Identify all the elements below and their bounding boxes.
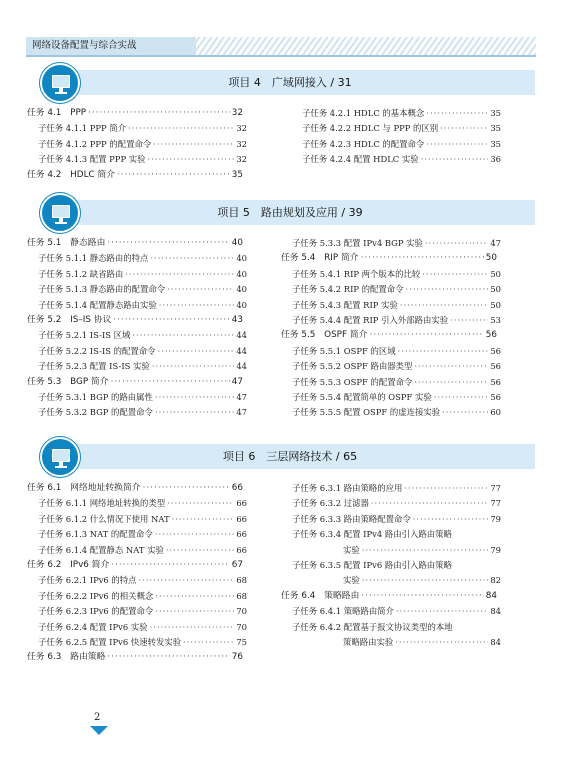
dot-leader — [398, 344, 489, 359]
toc-entry-label: 任务 5.4 RIP 简介 — [281, 253, 359, 264]
toc-entry-page: 56 — [490, 376, 501, 387]
toc-subtask-entry[interactable] — [281, 543, 501, 558]
toc-entry-label: 子任务 6.4.1 策略路由简介 — [292, 606, 395, 617]
dot-leader — [113, 313, 229, 328]
toc-entry-label: 子任务 5.5.4 配置简单的 OSPF 实验 — [292, 391, 432, 402]
toc-entry-page: 47 — [236, 391, 247, 402]
toc-entry-label: 子任务 6.3.1 路由策略的应用 — [292, 483, 403, 493]
toc-entry-label: 子任务 5.2.3 配置 IS-IS 实验 — [38, 361, 150, 372]
monitor-icon — [40, 437, 80, 477]
toc-subtask-entry[interactable] — [27, 405, 247, 420]
toc-entry-page: 68 — [236, 575, 247, 586]
toc-entry-page: 84 — [490, 606, 501, 617]
toc-entry-page: 84 — [485, 590, 497, 601]
toc-entry-label: 子任务 6.2.4 配置 IPv6 实验 — [38, 621, 148, 632]
dot-leader — [396, 604, 488, 619]
toc-entry-label: 子任务 5.5.5 配置 OSPF 的虚连接实验 — [292, 407, 441, 418]
toc-subtask-entry[interactable] — [27, 543, 247, 558]
page-marker-triangle-icon — [90, 726, 108, 735]
dot-leader — [143, 481, 230, 496]
toc-entry-label: 任务 6.4 策略路由 — [281, 590, 360, 601]
toc-entry-label: 子任务 5.2.1 IS-IS 区域 — [38, 330, 131, 341]
toc-entry-page: 47 — [490, 238, 501, 248]
toc-subtask-entry[interactable] — [281, 405, 501, 420]
dot-leader — [158, 344, 235, 359]
dot-leader — [155, 527, 235, 542]
toc-entry-label: 任务 4.2 HDLC 简介 — [27, 169, 115, 180]
toc-subtask-entry[interactable] — [281, 236, 501, 251]
toc-entry-label: 子任务 6.2.2 IPv6 的相关概念 — [38, 590, 154, 601]
toc-entry-page: 35 — [490, 108, 501, 118]
dot-leader — [413, 512, 489, 527]
project-5-right-column — [281, 236, 501, 421]
toc-subtask-entry[interactable] — [291, 137, 501, 152]
project-6-banner — [45, 444, 535, 469]
toc-entry-label: 实验 — [343, 544, 360, 555]
toc-entry-page: 32 — [236, 154, 247, 165]
project-5-left-column — [27, 236, 247, 421]
toc-entry-page: 56 — [490, 391, 501, 402]
toc-entry-label: 任务 4.1 PPP — [27, 108, 87, 118]
toc-subtask-entry[interactable] — [27, 620, 247, 635]
toc-entry-page: 60 — [490, 407, 501, 418]
toc-subtask-entry[interactable] — [27, 121, 247, 136]
toc-entry-page: 44 — [236, 345, 247, 356]
toc-subtask-entry[interactable] — [281, 481, 501, 496]
dot-leader — [128, 121, 234, 136]
toc-entry-label: 子任务 5.1.3 静态路由的配置命令 — [38, 284, 166, 295]
toc-subtask-entry[interactable] — [291, 106, 501, 121]
toc-task-entry[interactable] — [27, 375, 247, 390]
toc-entry-page: 79 — [490, 544, 501, 555]
toc-entry-label: 子任务 5.1.2 缺省路由 — [38, 268, 124, 279]
toc-entry-label: 任务 5.2 IS–IS 协议 — [27, 314, 112, 325]
toc-entry-label: 子任务 5.4.1 RIP 两个版本的比较 — [292, 268, 421, 279]
toc-entry-label: 实验 — [343, 575, 360, 586]
toc-entry-page: 40 — [236, 253, 247, 264]
toc-entry-page: 84 — [490, 636, 501, 647]
toc-entry-page: 66 — [236, 529, 247, 540]
toc-entry-label: 子任务 5.5.3 OSPF 的配置命令 — [292, 376, 413, 387]
monitor-icon — [40, 63, 80, 103]
toc-entry-label: 子任务 6.3.2 过滤器 — [292, 498, 369, 509]
dot-leader — [450, 313, 488, 328]
dot-leader — [440, 121, 488, 136]
dot-leader — [442, 405, 488, 420]
toc-subtask-entry[interactable] — [291, 152, 501, 167]
toc-entry-page: 56 — [485, 330, 497, 341]
toc-entry-page: 53 — [490, 314, 501, 325]
dot-leader — [404, 481, 488, 496]
project-5-title: 项目 5 路由规划及应用 / 39 — [217, 206, 363, 219]
dot-leader — [152, 359, 235, 374]
toc-entry-page: 66 — [236, 544, 247, 555]
toc-entry-label: 子任务 4.2.1 HDLC 的基本概念 — [302, 108, 425, 118]
toc-entry-label: 任务 6.1 网络地址转换简介 — [27, 483, 141, 493]
dot-leader — [362, 543, 489, 558]
toc-entry-label: 子任务 6.2.5 配置 IPv6 快速转发实验 — [38, 636, 182, 647]
toc-entry-label: 子任务 5.4.2 RIP 的配置命令 — [292, 284, 404, 295]
toc-task-entry[interactable] — [27, 236, 247, 251]
toc-entry-page: 50 — [485, 253, 497, 264]
toc-entry-label: 子任务 6.1.4 配置静态 NAT 实验 — [38, 544, 164, 555]
dot-leader — [107, 650, 229, 665]
page-number: 2 — [94, 712, 101, 723]
toc-entry-label: 子任务 5.4.3 配置 RIP 实验 — [292, 299, 398, 310]
toc-entry-label: 子任务 6.2.1 IPv6 的特点 — [38, 575, 137, 586]
dot-leader — [111, 558, 230, 573]
toc-subtask-entry[interactable] — [27, 573, 247, 588]
toc-entry-page: 56 — [490, 361, 501, 372]
toc-entry-page: 75 — [236, 636, 247, 647]
toc-subtask-entry[interactable] — [281, 573, 501, 588]
toc-entry-page: 82 — [490, 575, 501, 586]
toc-entry-page: 77 — [490, 498, 501, 509]
toc-entry-page: 50 — [490, 284, 501, 295]
toc-entry-label: 子任务 5.4.4 配置 RIP 引入外部路由实验 — [292, 314, 449, 325]
toc-entry-label: 任务 5.1 静态路由 — [27, 238, 106, 248]
toc-entry-page: 32 — [236, 123, 247, 134]
toc-entry-label: 子任务 4.1.3 配置 PPP 实验 — [38, 154, 146, 165]
toc-entry-label: 子任务 6.3.5 配置 IPv6 路由引入路由策略 — [292, 559, 452, 570]
dot-leader — [107, 236, 229, 251]
toc-task-entry[interactable] — [27, 313, 247, 328]
toc-subtask-entry[interactable] — [27, 512, 247, 527]
toc-entry-label: 子任务 4.2.3 HDLC 的配置命令 — [302, 138, 425, 149]
toc-task-entry[interactable] — [27, 168, 247, 183]
toc-entry-label: 子任务 5.5.2 OSPF 路由器类型 — [292, 361, 413, 372]
toc-entry-page: 40 — [236, 268, 247, 279]
toc-entry-label: 子任务 6.1.2 什么情况下使用 NAT — [38, 513, 170, 524]
toc-task-entry[interactable] — [281, 328, 501, 343]
toc-subtask-entry[interactable] — [27, 390, 247, 405]
toc-entry-label: 子任务 5.5.1 OSPF 的区域 — [292, 345, 396, 356]
project-4-banner — [45, 70, 535, 95]
toc-entry-label: 任务 5.3 BGP 简介 — [27, 376, 109, 387]
toc-subtask-entry[interactable] — [281, 620, 501, 635]
dot-leader — [414, 375, 488, 390]
dot-leader — [369, 328, 483, 343]
toc-entry-label: 任务 6.2 IPv6 简介 — [27, 559, 110, 570]
running-header-title: 网络设备配置与综合实战 — [32, 40, 137, 51]
toc-entry-page: 56 — [490, 345, 501, 356]
toc-entry-page: 50 — [490, 299, 501, 310]
toc-entry-page: 68 — [236, 590, 247, 601]
toc-entry-page: 32 — [231, 108, 243, 118]
toc-task-entry[interactable] — [281, 589, 501, 604]
dot-leader — [425, 236, 488, 251]
toc-task-entry[interactable] — [27, 558, 247, 573]
toc-subtask-entry[interactable] — [27, 604, 247, 619]
dot-leader — [150, 620, 235, 635]
toc-entry-page: 70 — [236, 606, 247, 617]
dot-leader — [88, 106, 230, 121]
dot-leader — [139, 573, 235, 588]
toc-subtask-entry[interactable] — [27, 589, 247, 604]
toc-entry-page: 66 — [231, 483, 243, 493]
dot-leader — [422, 267, 488, 282]
dot-leader — [406, 282, 489, 297]
toc-subtask-entry[interactable] — [281, 496, 501, 511]
project-4-left-column — [27, 106, 247, 183]
toc-subtask-entry[interactable] — [281, 359, 501, 374]
toc-task-entry[interactable] — [281, 251, 501, 266]
toc-entry-page: 44 — [236, 361, 247, 372]
toc-entry-page: 77 — [490, 483, 501, 493]
dot-leader — [421, 152, 489, 167]
toc-subtask-entry[interactable] — [281, 390, 501, 405]
toc-entry-label: 子任务 6.4.2 配置基于报文协议类型的本地 — [292, 621, 453, 632]
toc-subtask-entry[interactable] — [281, 527, 501, 542]
toc-entry-page: 40 — [231, 238, 243, 248]
toc-entry-page: 35 — [490, 138, 501, 149]
running-header-rule — [26, 55, 536, 57]
toc-entry-page: 66 — [236, 513, 247, 524]
toc-entry-page: 35 — [490, 123, 501, 134]
project-5-banner — [45, 200, 535, 225]
dot-leader — [167, 282, 234, 297]
toc-entry-page: 70 — [236, 621, 247, 632]
toc-task-entry[interactable] — [27, 481, 247, 496]
toc-entry-label: 任务 6.3 路由策略 — [27, 652, 106, 663]
toc-entry-page: 76 — [231, 652, 243, 663]
toc-subtask-entry[interactable] — [281, 558, 501, 573]
toc-entry-page: 40 — [236, 284, 247, 295]
toc-subtask-entry[interactable] — [281, 635, 501, 650]
toc-entry-page: 36 — [490, 154, 501, 165]
toc-entry-label: 任务 5.5 OSPF 简介 — [281, 330, 368, 341]
toc-entry-label: 子任务 4.1.1 PPP 简介 — [38, 123, 127, 134]
dot-leader — [117, 168, 230, 183]
dot-leader — [159, 298, 235, 313]
toc-entry-label: 子任务 5.1.4 配置静态路由实验 — [38, 299, 157, 310]
toc-entry-label: 子任务 5.2.2 IS-IS 的配置命令 — [38, 345, 156, 356]
toc-entry-label: 子任务 6.1.3 NAT 的配置命令 — [38, 529, 153, 540]
project-6-right-column — [281, 481, 501, 650]
toc-entry-page: 32 — [236, 138, 247, 149]
toc-entry-page: 66 — [236, 498, 247, 509]
project-4-title: 项目 4 广域网接入 / 31 — [228, 76, 352, 89]
toc-entry-page: 47 — [236, 407, 247, 418]
dot-leader — [150, 251, 234, 266]
toc-subtask-entry[interactable] — [27, 344, 247, 359]
project-4-right-column — [291, 106, 501, 168]
toc-subtask-entry[interactable] — [27, 152, 247, 167]
dot-leader — [153, 137, 234, 152]
running-header-stripes — [196, 37, 536, 55]
toc-entry-label: 子任务 6.2.3 IPv6 的配置命令 — [38, 606, 154, 617]
dot-leader — [426, 137, 488, 152]
toc-subtask-entry[interactable] — [27, 527, 247, 542]
toc-entry-page: 43 — [231, 314, 243, 325]
toc-subtask-entry[interactable] — [27, 282, 247, 297]
toc-subtask-entry[interactable] — [27, 298, 247, 313]
toc-entry-page: 40 — [236, 299, 247, 310]
toc-entry-page: 44 — [236, 330, 247, 341]
toc-subtask-entry[interactable] — [281, 298, 501, 313]
toc-subtask-entry[interactable] — [291, 121, 501, 136]
toc-entry-page: 79 — [490, 513, 501, 524]
toc-entry-label: 子任务 4.2.2 HDLC 与 PPP 的区别 — [302, 123, 439, 134]
toc-subtask-entry[interactable] — [281, 375, 501, 390]
toc-task-entry[interactable] — [27, 106, 247, 121]
toc-entry-label: 子任务 6.3.3 路由策略配置命令 — [292, 513, 411, 524]
dot-leader — [155, 390, 234, 405]
toc-subtask-entry[interactable] — [27, 635, 247, 650]
toc-task-entry[interactable] — [27, 650, 247, 665]
toc-entry-page: 50 — [490, 268, 501, 279]
toc-entry-page: 47 — [231, 376, 243, 387]
dot-leader — [395, 635, 488, 650]
dot-leader — [371, 496, 488, 511]
dot-leader — [132, 328, 234, 343]
dot-leader — [414, 359, 488, 374]
toc-subtask-entry[interactable] — [27, 251, 247, 266]
dot-leader — [362, 573, 489, 588]
dot-leader — [155, 405, 234, 420]
toc-entry-label: 子任务 5.3.3 配置 IPv4 BGP 实验 — [292, 238, 423, 248]
toc-subtask-entry[interactable] — [281, 313, 501, 328]
toc-entry-label: 子任务 5.3.2 BGP 的配置命令 — [38, 407, 153, 418]
toc-subtask-entry[interactable] — [281, 344, 501, 359]
dot-leader — [148, 152, 235, 167]
toc-subtask-entry[interactable] — [281, 282, 501, 297]
toc-entry-page: 35 — [231, 169, 243, 180]
monitor-icon — [40, 193, 80, 233]
toc-subtask-entry[interactable] — [27, 328, 247, 343]
project-6-left-column — [27, 481, 247, 666]
toc-subtask-entry[interactable] — [27, 359, 247, 374]
toc-entry-page: 67 — [231, 559, 243, 570]
toc-entry-label: 策略路由实验 — [343, 636, 394, 647]
dot-leader — [434, 390, 489, 405]
toc-subtask-entry[interactable] — [27, 137, 247, 152]
dot-leader — [172, 512, 235, 527]
toc-subtask-entry[interactable] — [281, 604, 501, 619]
toc-entry-label: 子任务 4.2.4 配置 HDLC 实验 — [302, 154, 419, 165]
dot-leader — [166, 543, 234, 558]
dot-leader — [361, 251, 484, 266]
toc-entry-label: 子任务 6.1.1 网络地址转换的类型 — [38, 498, 166, 509]
dot-leader — [125, 267, 234, 282]
toc-entry-label: 子任务 6.3.4 配置 IPv4 路由引入路由策略 — [292, 529, 452, 540]
toc-entry-label: 子任务 5.3.1 BGP 的路由属性 — [38, 391, 153, 402]
dot-leader — [400, 298, 488, 313]
toc-subtask-entry[interactable] — [27, 267, 247, 282]
toc-subtask-entry[interactable] — [281, 512, 501, 527]
dot-leader — [155, 604, 234, 619]
dot-leader — [155, 589, 234, 604]
dot-leader — [426, 106, 488, 121]
toc-subtask-entry[interactable] — [27, 496, 247, 511]
dot-leader — [183, 635, 234, 650]
dot-leader — [361, 589, 483, 604]
toc-entry-label: 子任务 5.1.1 静态路由的特点 — [38, 253, 149, 264]
dot-leader — [111, 375, 230, 390]
toc-entry-label: 子任务 4.1.2 PPP 的配置命令 — [38, 138, 152, 149]
dot-leader — [167, 496, 234, 511]
project-6-title: 项目 6 三层网络技术 / 65 — [222, 450, 358, 463]
toc-subtask-entry[interactable] — [281, 267, 501, 282]
